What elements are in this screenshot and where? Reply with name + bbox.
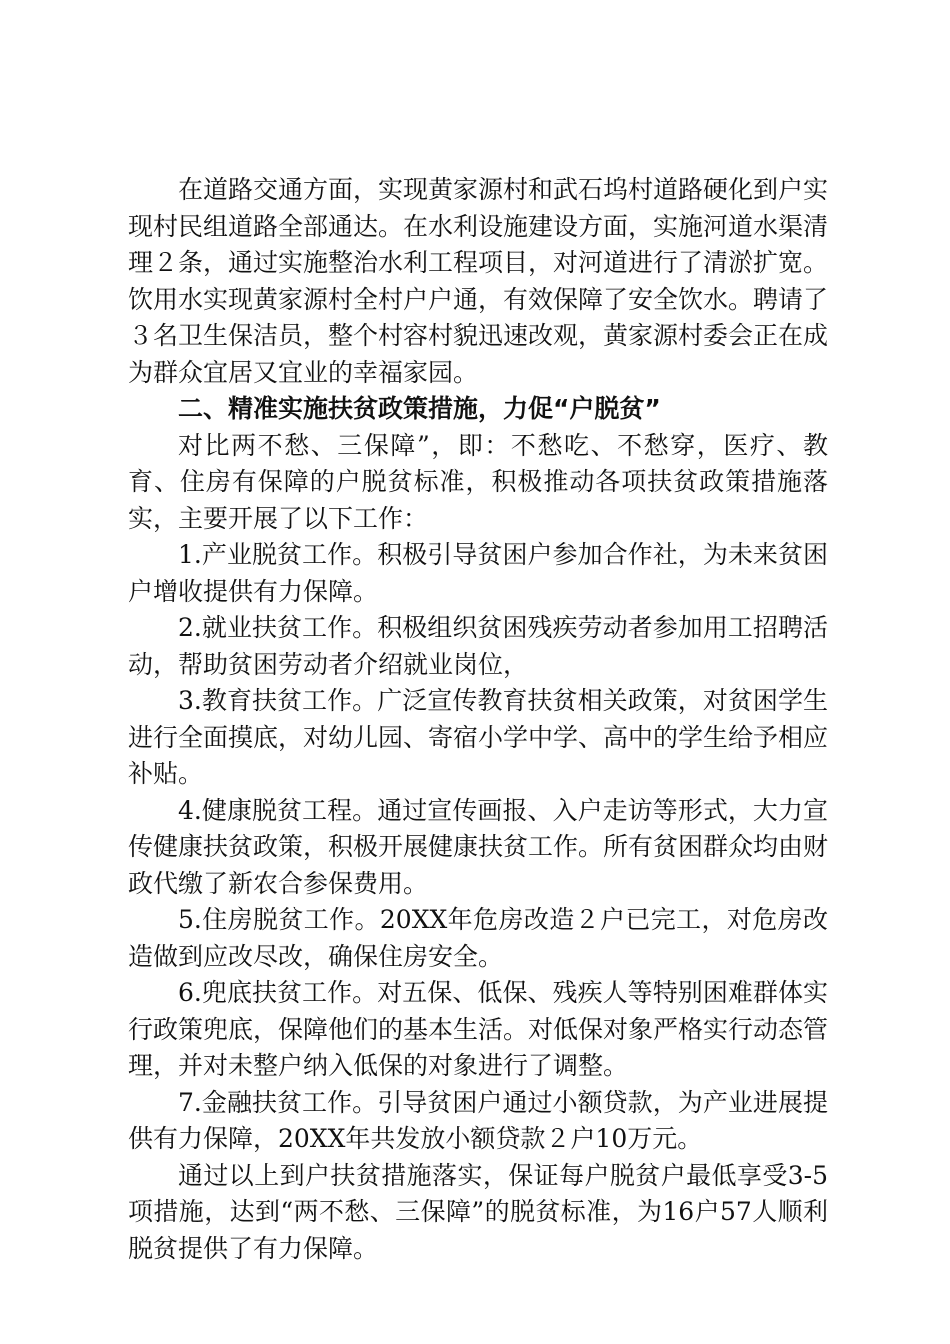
paragraph-intro: 对比两不愁、三保障”，即：不愁吃、不愁穿，医疗、教育、住房有保障的户脱贫标准，积极推动各项扶贫政策措施落实，主要开展了以下工作： xyxy=(128,430,828,533)
paragraph-item-2: 2.就业扶贫工作。积极组织贫困残疾劳动者参加用工招聘活动，帮助贫困劳动者介绍就业岗位， xyxy=(128,613,828,679)
section-heading: 二、精准实施扶贫政策措施，力促“户脱贫” xyxy=(178,394,661,423)
paragraph-infrastructure: 在道路交通方面，实现黄家源村和武石坞村道路硬化到户实现村民组道路全部通达。在水利设施建设方面，实施河道水渠清理２条，通过实施整治水利工程项目，对河道进行了清淤扩宽。饮用水实现黄家源村全村户户通，有效保障了安全饮水。聘请了３名卫生保洁员，整个村容村貌迅速改观，黄家源村委会正在成为群众宜居又宜业的幸福家园。 xyxy=(128,175,829,387)
paragraph-item-6: 6.兜底扶贫工作。对五保、低保、残疾人等特别困难群体实行政策兜底，保障他们的基本生活。对低保对象严格实行动态管理，并对未整户纳入低保的对象进行了调整。 xyxy=(128,978,829,1080)
document-page xyxy=(128,172,828,1267)
paragraph-item-3: 3.教育扶贫工作。广泛宣传教育扶贫相关政策，对贫困学生进行全面摸底，对幼儿园、寄宿小学中学、高中的学生给予相应补贴。 xyxy=(128,686,829,788)
paragraph-item-5: 5.住房脱贫工作。20XX年危房改造２户已完工，对危房改造做到应改尽改，确保住房安全。 xyxy=(128,905,828,971)
paragraph-item-4: 4.健康脱贫工程。通过宣传画报、入户走访等形式，大力宣传健康扶贫政策，积极开展健康扶贫工作。所有贫困群众均由财政代缴了新农合参保费用。 xyxy=(128,795,829,898)
paragraph-summary: 通过以上到户扶贫措施落实，保证每户脱贫户最低享受3-5项措施，达到“两不愁、三保障”的脱贫标准，为16户57人顺利脱贫提供了有力保障。 xyxy=(128,1160,828,1263)
paragraph-item-7: 7.金融扶贫工作。引导贫困户通过小额贷款，为产业进展提供有力保障，20XX年共发放小额贷款２户10万元。 xyxy=(128,1087,828,1153)
paragraph-item-1: 1.产业脱贫工作。积极引导贫困户参加合作社，为未来贫困户增收提供有力保障。 xyxy=(128,540,828,606)
